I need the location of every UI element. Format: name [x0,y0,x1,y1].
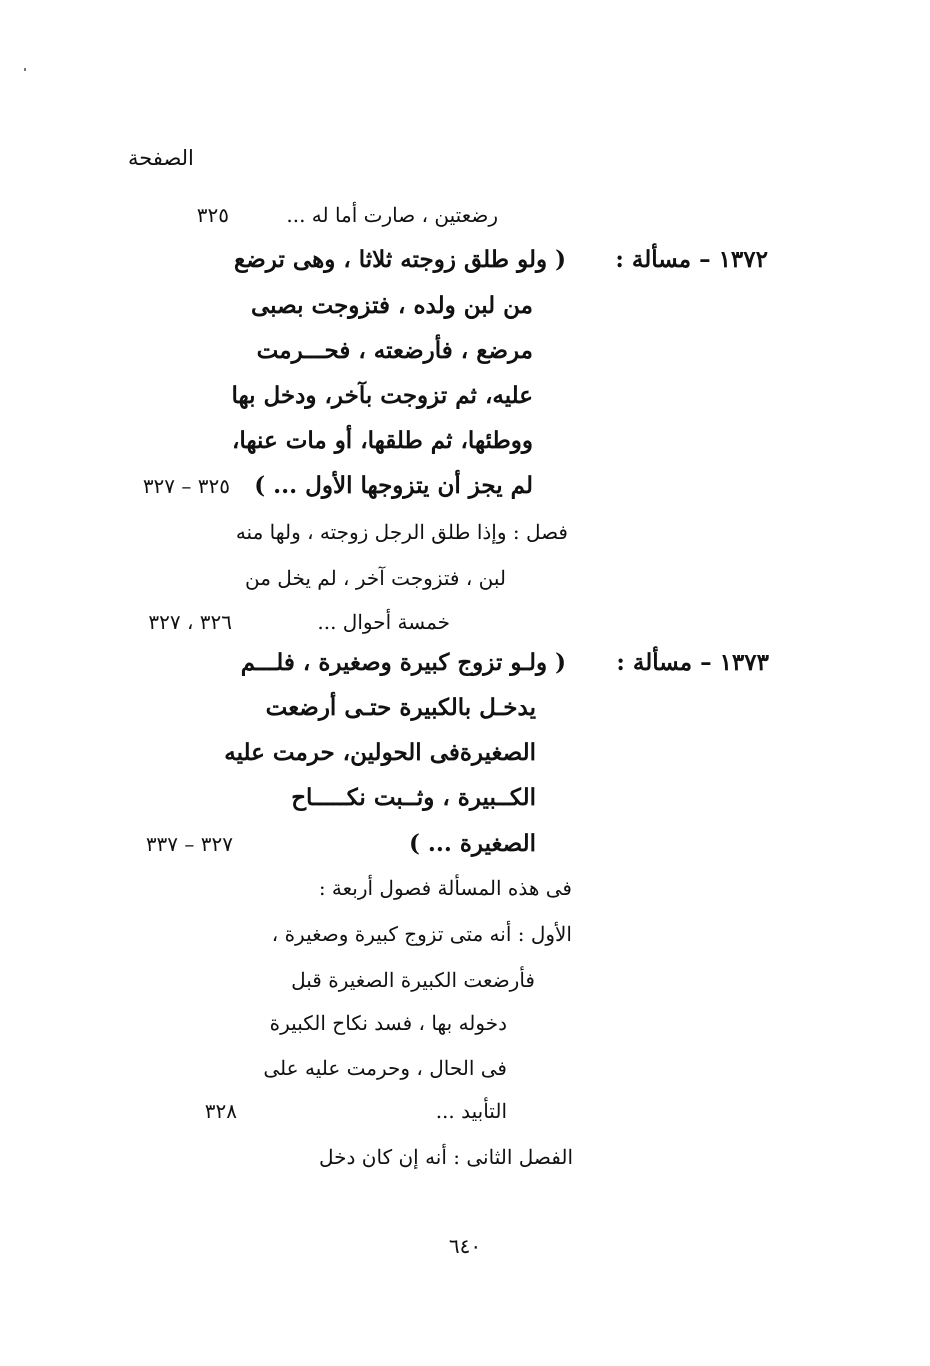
entry-text: ( ولـو تزوج كبيرة وصغيرة ، فلـــم [240,649,566,676]
entry-text: الصغيرة ... ) [408,830,536,857]
entry-text: من لبن ولده ، فتزوجت بصبى [251,292,533,319]
index-row [0,686,930,730]
entry-text: الصغيرةفى الحولين، حرمت عليه [224,739,536,766]
index-row [0,238,930,282]
entry-text: ووطئها، ثم طلقها، أو مات عنها، [232,427,533,454]
entry-text: عليه، ثم تزوجت بآخر، ودخل بها [231,382,533,409]
index-row [0,1135,930,1179]
index-row [0,912,930,956]
entry-text: الأول : أنه متى تزوج كبيرة وصغيرة ، [271,922,572,946]
entry-text: دخوله بها ، فسد نكاح الكبيرة [269,1011,507,1035]
entry-text: لبن ، فتزوجت آخر ، لم يخل من [245,566,506,590]
entry-text: لم يجز أن يتزوجها الأول ... ) [254,472,533,499]
entry-text: فصل : وإذا طلق الرجل زوجته ، ولها منه [235,520,568,544]
index-row [0,866,930,910]
entry-text: فأرضعت الكبيرة الصغيرة قبل [291,968,535,992]
scan-speck [24,68,26,71]
index-row [0,284,930,328]
index-row [0,731,930,775]
entry-text: التأبيد ... [435,1099,507,1123]
index-row [0,556,930,600]
index-row [0,193,930,237]
entry-text: الكــبيرة ، وثــبت نكـــــاح [291,784,536,811]
entry-text: مرضع ، فأرضعته ، فحـــرمت [256,337,533,364]
index-row [0,464,930,508]
entry-text: يدخـل بالكبيرة حتـى أرضعت [265,694,536,721]
index-row [0,822,930,866]
entry-text: الفصل الثانى : أنه إن كان دخل [319,1145,573,1169]
index-row [0,776,930,820]
entry-text: فى هذه المسألة فصول أربعة : [318,876,572,900]
entry-text: خمسة أحوال ... [317,610,450,634]
issue-number: ١٣٧٣ – مسألة : [616,649,769,676]
page-column-header: الصفحة [128,146,194,170]
index-row [0,1046,930,1090]
index-row [0,1089,930,1133]
entry-text: فى الحال ، وحرمت عليه على [263,1056,507,1080]
index-row [0,1001,930,1045]
index-row [0,374,930,418]
page-ref: ٣٢٥ [196,203,229,227]
index-row [0,329,930,373]
index-row [0,600,930,644]
index-row [0,641,930,685]
page-ref: ٣٢٥ – ٣٢٧ [142,474,230,498]
page-ref: ٣٢٦ ، ٣٢٧ [148,610,232,634]
page-ref: ٣٢٧ – ٣٣٧ [145,832,233,856]
index-row [0,958,930,1002]
page-number: ٦٤٠ [448,1234,482,1258]
entry-text: رضعتين ، صارت أما له ... [286,203,498,227]
index-row [0,419,930,463]
index-row [0,510,930,554]
issue-number: ١٣٧٢ – مسألة : [615,246,768,273]
entry-text: ( ولو طلق زوجته ثلاثا ، وهى ترضع [234,246,566,273]
page-ref: ٣٢٨ [204,1099,237,1123]
